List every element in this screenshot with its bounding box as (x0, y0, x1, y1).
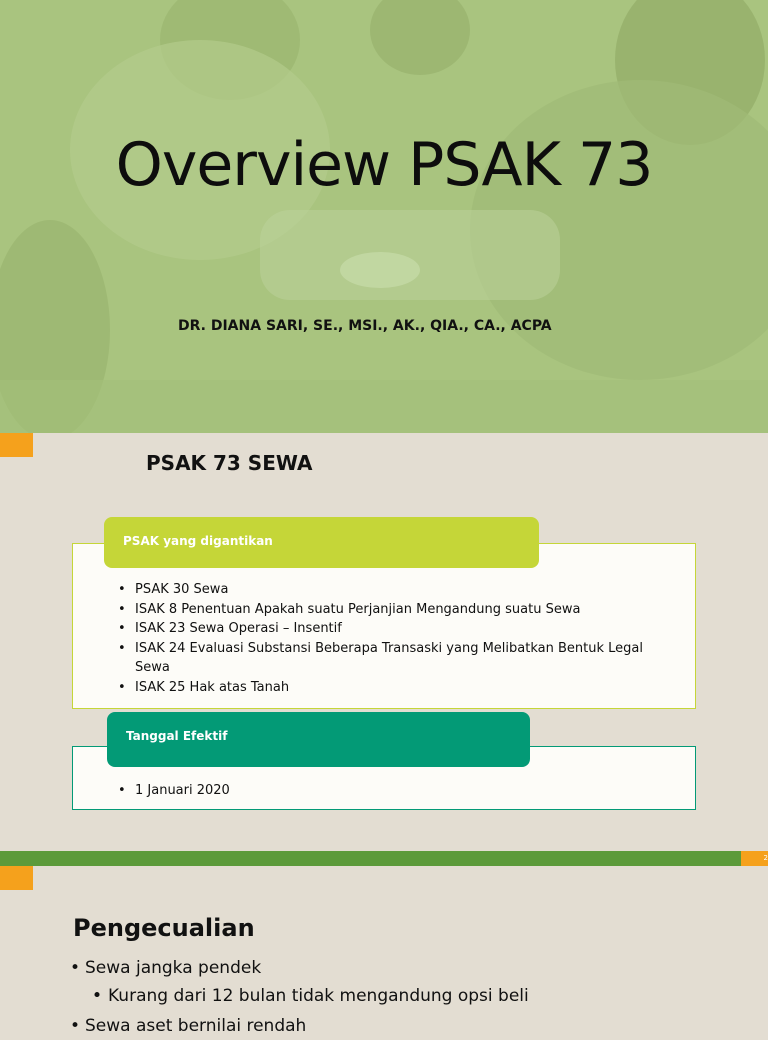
sub-list-item-text: Kurang dari 12 bulan tidak mengandung opsi beli (108, 986, 529, 1006)
title-slide (0, 0, 768, 433)
list-item: • ISAK 23 Sewa Operasi – Insentif (118, 619, 655, 639)
replaced-standards-list (118, 580, 655, 697)
list-item: • 1 Januari 2020 (118, 781, 230, 801)
meeting-photo-background (0, 0, 768, 433)
effective-date-list (118, 781, 230, 801)
effective-date-label (107, 712, 530, 767)
slide-divider-bar (0, 851, 768, 866)
exception-list (70, 954, 529, 1040)
list-item: • ISAK 25 Hak atas Tanah (118, 678, 655, 698)
effective-date-label-text: Tanggal Efektif (126, 729, 228, 743)
slide-heading: PSAK 73 SEWA (146, 451, 313, 475)
replaced-standards-label-text: PSAK yang digantikan (123, 534, 273, 548)
slide-heading: Pengecualian (73, 914, 255, 942)
list-item: • ISAK 8 Penentuan Apakah suatu Perjanjian Mengandung suatu Sewa (118, 600, 655, 620)
slide-pengecualian (0, 866, 768, 1036)
sub-list-item: • • Kurang dari 12 bulan tidak mengandung opsi beli (92, 982, 529, 1010)
page-number: 2 (741, 851, 768, 866)
replaced-standards-label (104, 517, 539, 568)
list-item-text: Sewa jangka pendek (85, 958, 262, 978)
orange-accent-tab (0, 866, 33, 890)
list-item: • Sewa aset bernilai rendah (70, 1012, 529, 1040)
list-item (70, 954, 529, 1010)
orange-accent-tab (0, 433, 33, 457)
list-item: • ISAK 24 Evaluasi Substansi Beberapa Transaski yang Melibatkan Bentuk Legal Sewa (118, 639, 655, 678)
list-item: • PSAK 30 Sewa (118, 580, 655, 600)
presentation-title: Overview PSAK 73 (115, 130, 653, 200)
sub-list (85, 982, 529, 1010)
author-name: DR. DIANA SARI, SE., MSI., AK., QIA., CA., ACPA (178, 318, 552, 334)
slide-psak-73-sewa (0, 433, 768, 851)
